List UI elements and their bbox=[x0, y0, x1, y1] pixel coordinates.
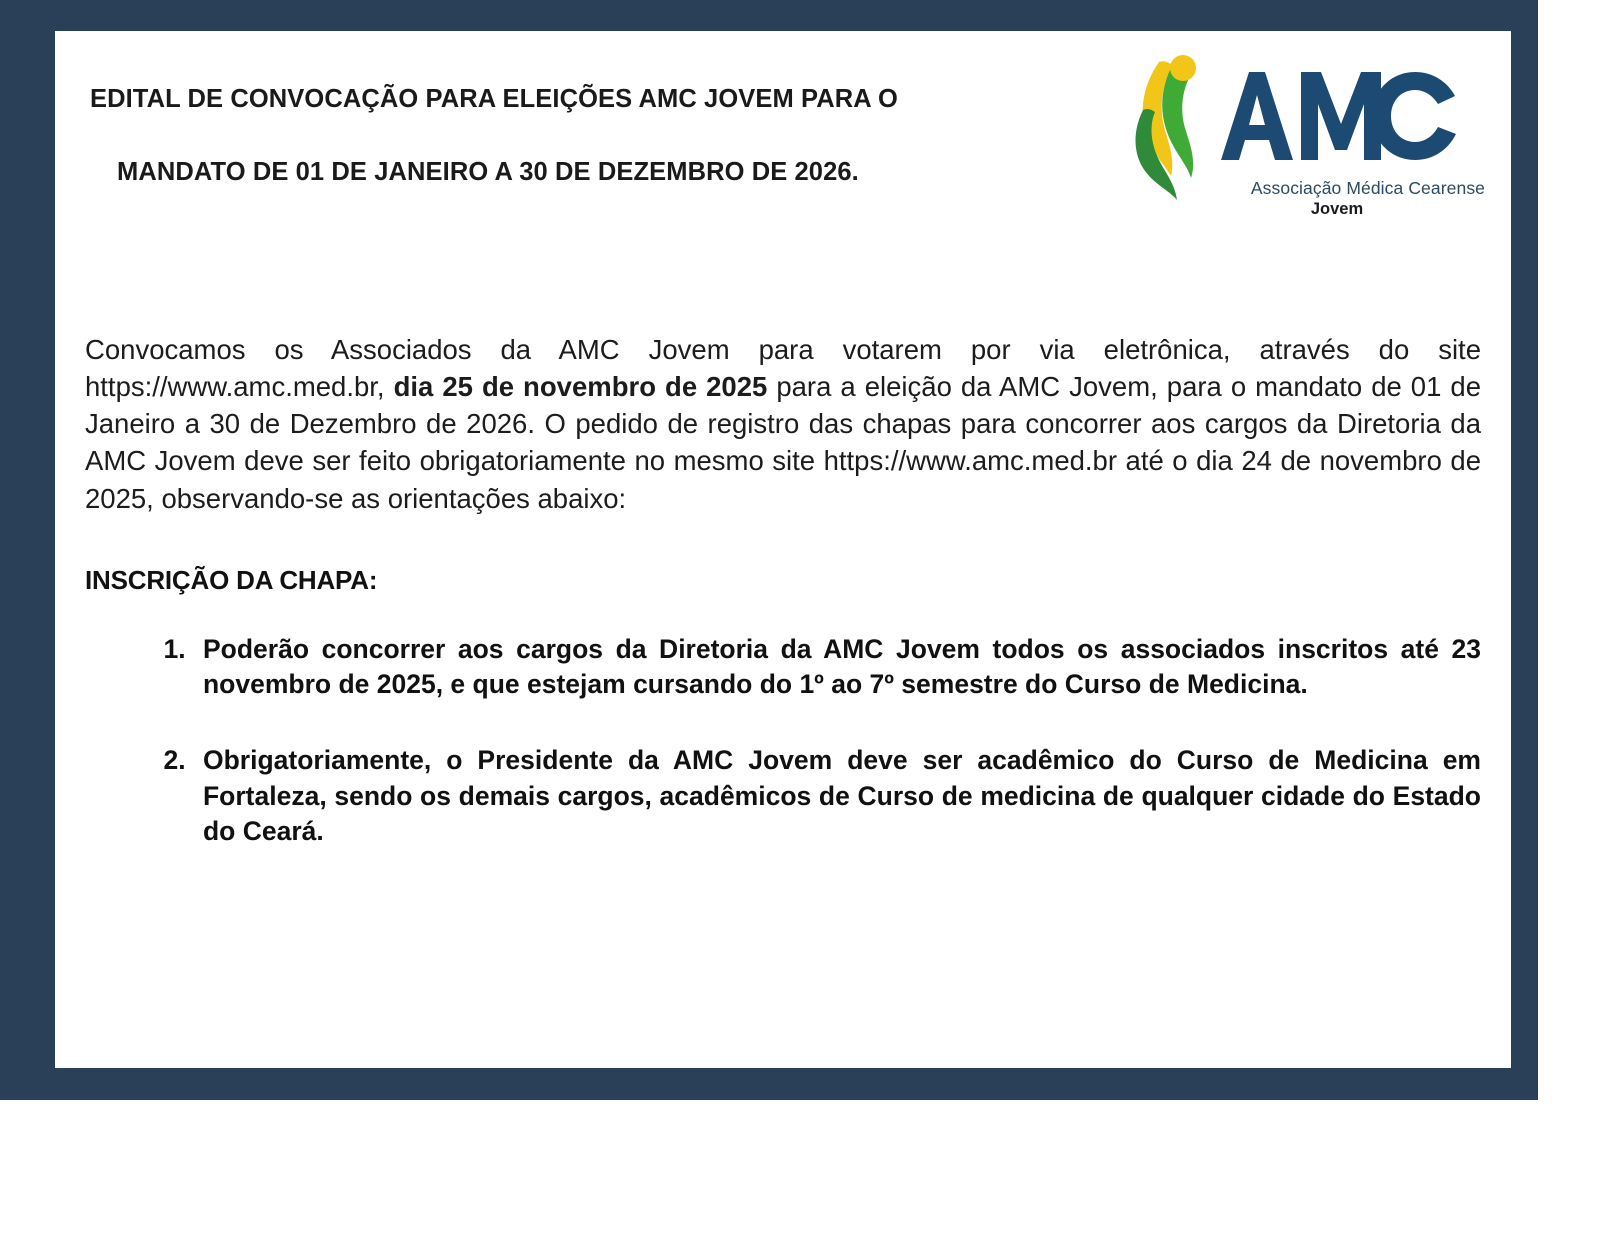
intro-paragraph-part-1: Convocamos os Associados da AMC Jovem para votarem por via eletrônica, através do site https://www.amc.med.br, bbox=[85, 333, 1481, 402]
document-sheet bbox=[55, 31, 1511, 1068]
logo-segment-label: Jovem bbox=[1310, 200, 1364, 218]
section-heading-inscricao: INSCRIÇÃO DA CHAPA: bbox=[85, 564, 378, 595]
amc-jovem-logo bbox=[1125, 48, 1485, 228]
page-title bbox=[85, 86, 1155, 186]
flame-figure-icon bbox=[1136, 55, 1197, 200]
list-item: 1. Poderão concorrer aos cargos da Diretoria da AMC Jovem todos os associados inscritos até 23 novembro de 2025, e que estejam cursando do 1º ao 7º semestre do Curso de Medicina. bbox=[193, 632, 1481, 703]
list-item: 2. Obrigatoriamente, o Presidente da AMC Jovem deve ser acadêmico do Curso de Medicina em Fortaleza, sendo os demais cargos, acadêmicos de Curso de medicina de qualquer cidade do Estado do Ceará. bbox=[193, 743, 1481, 850]
election-date-highlight: dia 25 de novembro de 2025 bbox=[393, 370, 768, 402]
amc-wordmark bbox=[1221, 72, 1456, 160]
page-title-line-1: EDITAL DE CONVOCAÇÃO PARA ELEIÇÕES AMC JOVEM PARA O bbox=[90, 85, 898, 113]
logo-subtitle: Associação Médica Cearense bbox=[1250, 178, 1485, 198]
document-body bbox=[85, 303, 1481, 850]
requirements-list bbox=[85, 632, 1481, 850]
page-title-line-2: MANDATO DE 01 DE JANEIRO A 30 DE DEZEMBRO DE 2026. bbox=[117, 157, 859, 186]
intro-paragraph-part-2: para a eleição da AMC Jovem, para o mandato de 01 de Janeiro a 30 de Dezembro de 2026. O pedido de registro das chapas para concorrer aos cargos da Diretoria da AMC Jovem deve ser feito obrigatoriamente no mesmo site https://www.amc.med.br até o dia 24 de novembro de 2025, observando-se as orientações abaixo: bbox=[85, 370, 1482, 514]
document-header bbox=[55, 31, 1511, 251]
intro-paragraph bbox=[85, 331, 1481, 517]
